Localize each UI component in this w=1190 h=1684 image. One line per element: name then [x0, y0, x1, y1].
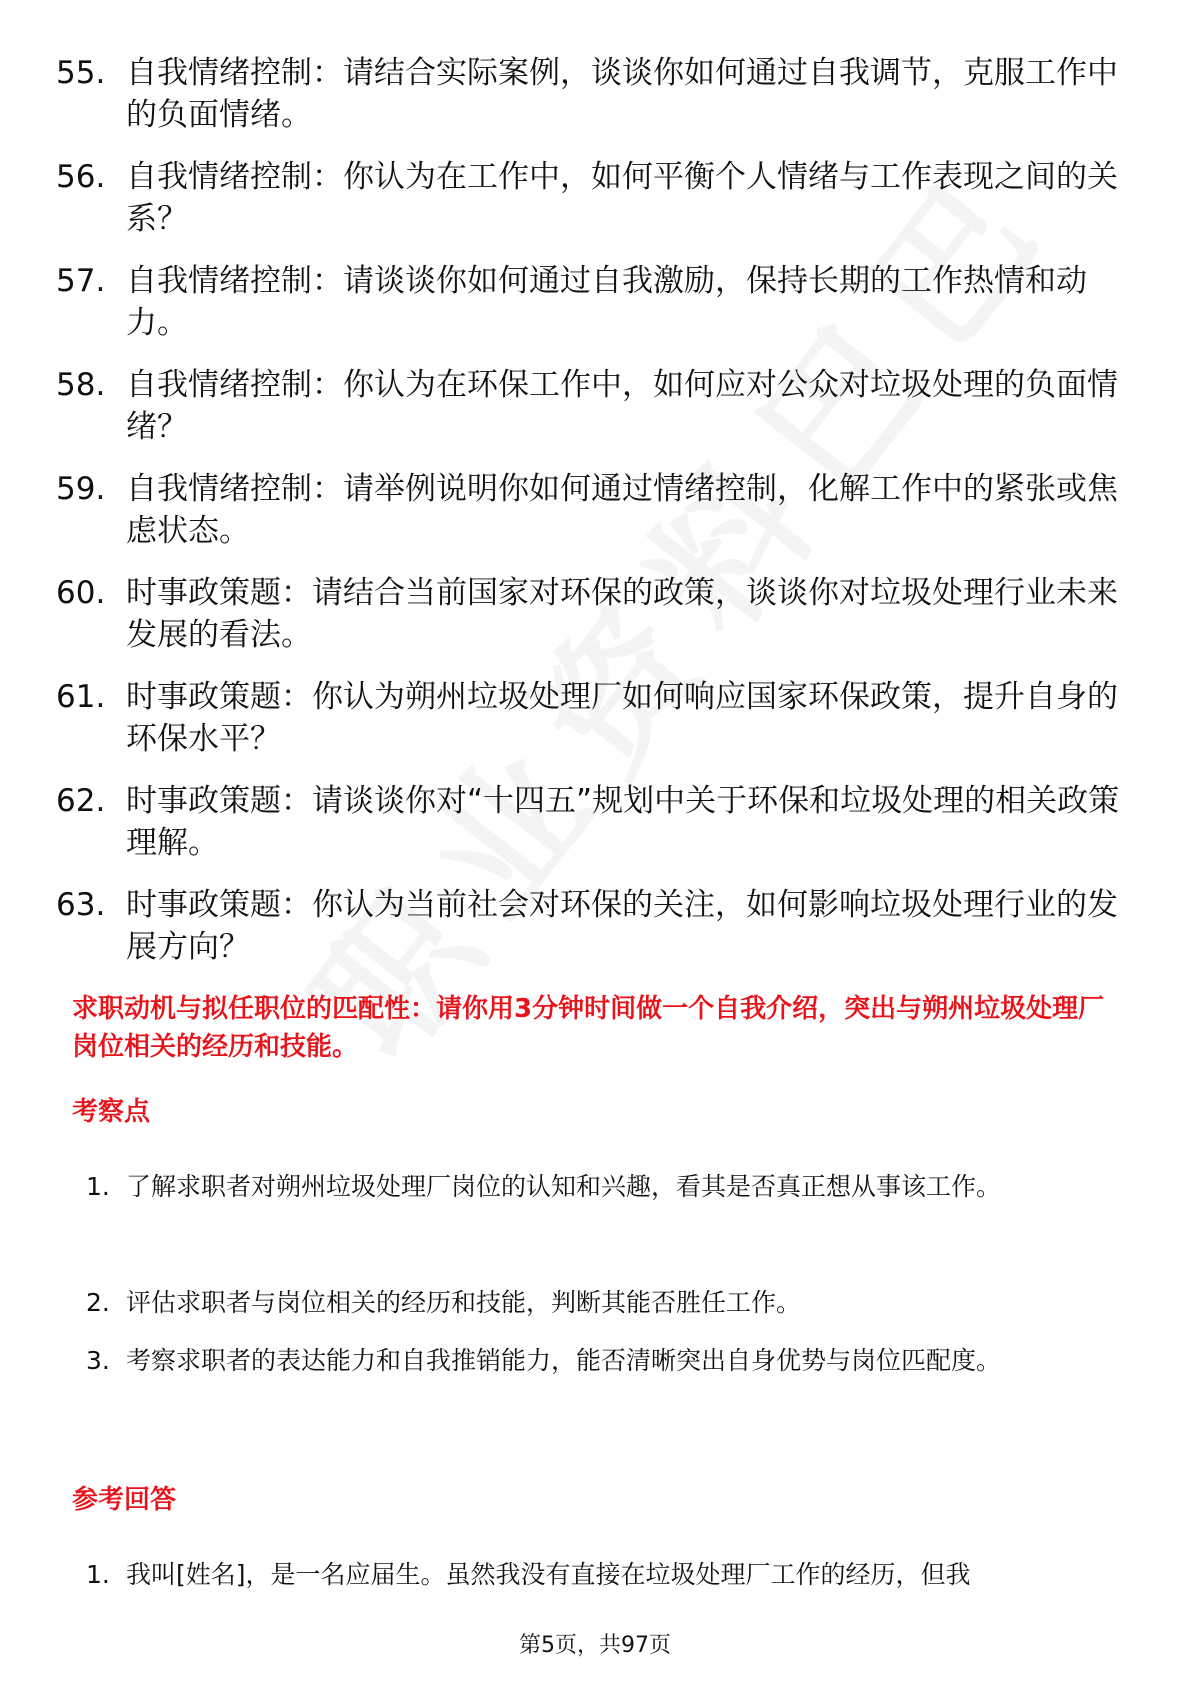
question-item — [0, 364, 1190, 468]
question-text: 自我情绪控制：你认为在工作中，如何平衡个人情绪与工作表现之间的关系？ — [126, 159, 1118, 237]
question-text: 自我情绪控制：请结合实际案例，谈谈你如何通过自我调节，克服工作中的负面情绪。 — [126, 55, 1118, 133]
question-text: 时事政策题：你认为朔州垃圾处理厂如何响应国家环保政策，提升自身的环保水平？ — [126, 679, 1118, 757]
question-number: 56. — [56, 159, 106, 195]
question-number: 55. — [56, 55, 106, 91]
list-item-number: 2. — [86, 1288, 110, 1317]
exam-points-title: 考察点 — [72, 1097, 151, 1127]
reference-answer-title: 参考回答 — [72, 1485, 177, 1515]
question-number: 61. — [56, 679, 106, 715]
question-number: 63. — [56, 887, 106, 923]
list-item-number: 1. — [86, 1560, 110, 1589]
list-item-text: 考察求职者的表达能力和自我推销能力，能否清晰突出自身优势与岗位匹配度。 — [126, 1346, 1002, 1375]
highlight-question: 求职动机与拟任职位的匹配性：请你用3分钟时间做一个自我介绍，突出与朔州垃圾处理厂岗位相关的经历和技能。 — [72, 994, 1105, 1062]
exam-points-list — [0, 1158, 1190, 1448]
question-text: 时事政策题：你认为当前社会对环保的关注，如何影响垃圾处理行业的发展方向？ — [126, 887, 1118, 965]
page-footer: 第5页，共97页 — [519, 1633, 671, 1658]
question-item — [0, 468, 1190, 572]
question-text: 自我情绪控制：你认为在环保工作中，如何应对公众对垃圾处理的负面情绪？ — [126, 367, 1118, 445]
question-item — [0, 676, 1190, 780]
reference-answer-list — [0, 1546, 1190, 1604]
question-text: 自我情绪控制：请举例说明你如何通过情绪控制，化解工作中的紧张或焦虑状态。 — [126, 471, 1118, 549]
question-item — [0, 572, 1190, 676]
question-text: 时事政策题：请谈谈你对“十四五”规划中关于环保和垃圾处理的相关政策理解。 — [126, 783, 1120, 861]
question-number: 62. — [56, 783, 106, 819]
list-item — [0, 1274, 1190, 1332]
question-list — [0, 52, 1190, 988]
question-number: 59. — [56, 471, 106, 507]
list-item — [0, 1158, 1190, 1274]
question-item — [0, 260, 1190, 364]
question-item — [0, 52, 1190, 156]
list-item-text: 了解求职者对朔州垃圾处理厂岗位的认知和兴趣，看其是否真正想从事该工作。 — [126, 1172, 1002, 1201]
list-item-number: 1. — [86, 1172, 110, 1201]
question-item — [0, 156, 1190, 260]
list-item — [0, 1332, 1190, 1448]
question-text: 自我情绪控制：请谈谈你如何通过自我激励，保持长期的工作热情和动力。 — [126, 263, 1087, 341]
list-item-text: 我叫[姓名]，是一名应届生。虽然我没有直接在垃圾处理厂工作的经历，但我 — [126, 1560, 971, 1589]
list-item-number: 3. — [86, 1346, 110, 1375]
list-item — [0, 1546, 1190, 1604]
question-number: 57. — [56, 263, 106, 299]
question-number: 58. — [56, 367, 106, 403]
question-text: 时事政策题：请结合当前国家对环保的政策，谈谈你对垃圾处理行业未来发展的看法。 — [126, 575, 1118, 653]
list-item-text: 评估求职者与岗位相关的经历和技能，判断其能否胜任工作。 — [126, 1288, 802, 1317]
question-item — [0, 780, 1190, 884]
question-number: 60. — [56, 575, 106, 611]
question-item — [0, 884, 1190, 988]
